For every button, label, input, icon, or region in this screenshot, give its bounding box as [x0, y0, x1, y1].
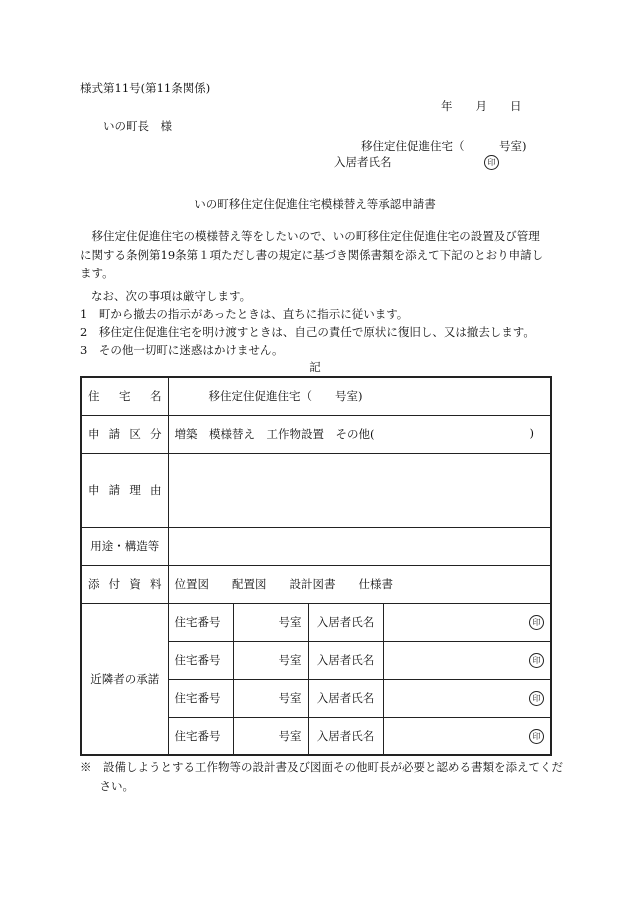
- label-text: [88, 482, 162, 498]
- label-char: 資: [129, 577, 141, 591]
- room-label[interactable]: 号室: [233, 641, 308, 679]
- row-application-reason: [81, 453, 551, 527]
- date-line: 年 月 日: [441, 99, 522, 113]
- application-table: [80, 376, 552, 756]
- label-char: 宅: [119, 389, 131, 404]
- label-char: 分: [149, 427, 162, 441]
- application-type-close: ): [529, 426, 534, 440]
- label-application-type: [81, 415, 168, 453]
- label-char: 請: [108, 427, 121, 441]
- label-text: [88, 576, 162, 592]
- neighbor-name-field[interactable]: [383, 641, 551, 679]
- room-label[interactable]: 号室: [233, 679, 308, 717]
- label-text: [88, 426, 162, 442]
- row-house-name: [81, 377, 551, 415]
- house-number-label: 住宅番号: [168, 603, 233, 641]
- label-attachments: [81, 565, 168, 603]
- form-number: 様式第11号(第11条関係): [80, 81, 211, 95]
- intro-paragraph: 移住定住促進住宅の模様替え等をしたいので、いの町移住定住促進住宅の設置及び管理に関する条例第19条第１項ただし書の規定に基づき関係書類を添えて下記のとおり申請します。: [80, 229, 544, 280]
- application-reason-field[interactable]: [168, 453, 551, 527]
- usage-structure-field[interactable]: [168, 527, 551, 565]
- label-char: 請: [108, 483, 121, 497]
- notice-line: なお、次の事項は厳守します。: [91, 289, 252, 303]
- resident-name-label: 入居者氏名: [308, 717, 383, 755]
- addressee: いの町長 様: [103, 119, 172, 133]
- label-application-reason: [81, 453, 168, 527]
- label-char: 申: [88, 483, 100, 497]
- row-usage-structure: [81, 527, 551, 565]
- room-label[interactable]: 号室: [233, 717, 308, 755]
- application-type-value[interactable]: [168, 415, 551, 453]
- neighbor-name-field[interactable]: [383, 717, 551, 755]
- house-name-value[interactable]: 移住定住促進住宅（ 号室): [168, 377, 551, 415]
- label-neighbor-consent: 近隣者の承諾: [81, 603, 168, 755]
- room-label[interactable]: 号室: [233, 603, 308, 641]
- applicant-house: 移住定住促進住宅（ 号室): [361, 139, 527, 153]
- label-char: 申: [88, 427, 100, 441]
- label-char: 付: [108, 577, 121, 591]
- document-title: いの町移住定住促進住宅模様替え等承認申請書: [194, 197, 436, 211]
- ki-heading: 記: [309, 360, 321, 374]
- neighbor-row: [81, 603, 551, 641]
- seal-icon: 印: [529, 729, 544, 744]
- label-usage-structure: 用途・構造等: [81, 527, 168, 565]
- seal-icon: 印: [529, 653, 544, 668]
- footnote: ※ 設備しようとする工作物等の設計書及び図面その他町長が必要と認める書類を添えてください。: [80, 760, 563, 793]
- label-house-name: [81, 377, 168, 415]
- applicant-resident-label: 入居者氏名: [334, 155, 392, 169]
- row-application-type: [81, 415, 551, 453]
- house-number-label: 住宅番号: [168, 641, 233, 679]
- label-char: 料: [149, 577, 162, 591]
- row-attachments: [81, 565, 551, 603]
- label-char: 由: [149, 483, 162, 497]
- condition-item-1: 1 町から撤去の指示があったときは、直ちに指示に従います。: [80, 307, 409, 321]
- condition-item-2: 2 移住定住促進住宅を明け渡すときは、自己の責任で原状に復旧し、又は撤去します。: [80, 325, 535, 339]
- label-char: 住: [88, 389, 100, 404]
- neighbor-name-field[interactable]: [383, 603, 551, 641]
- label-char: 名: [150, 389, 162, 404]
- resident-name-label: 入居者氏名: [308, 641, 383, 679]
- application-type-options: 増築 模様替え 工作物設置 その他(: [174, 427, 375, 441]
- seal-icon: 印: [529, 691, 544, 706]
- label-char: 添: [88, 577, 100, 591]
- condition-item-3: 3 その他一切町に迷惑はかけません。: [80, 343, 284, 357]
- label-text: [88, 388, 162, 404]
- seal-icon: 印: [529, 615, 544, 630]
- attachments-value: 位置図 配置図 設計図書 仕様書: [168, 565, 551, 603]
- neighbor-name-field[interactable]: [383, 679, 551, 717]
- resident-name-label: 入居者氏名: [308, 679, 383, 717]
- label-char: 理: [129, 483, 141, 497]
- house-number-label: 住宅番号: [168, 679, 233, 717]
- applicant-seal-icon: 印: [484, 154, 499, 170]
- label-char: 区: [129, 427, 141, 441]
- resident-name-label: 入居者氏名: [308, 603, 383, 641]
- house-number-label: 住宅番号: [168, 717, 233, 755]
